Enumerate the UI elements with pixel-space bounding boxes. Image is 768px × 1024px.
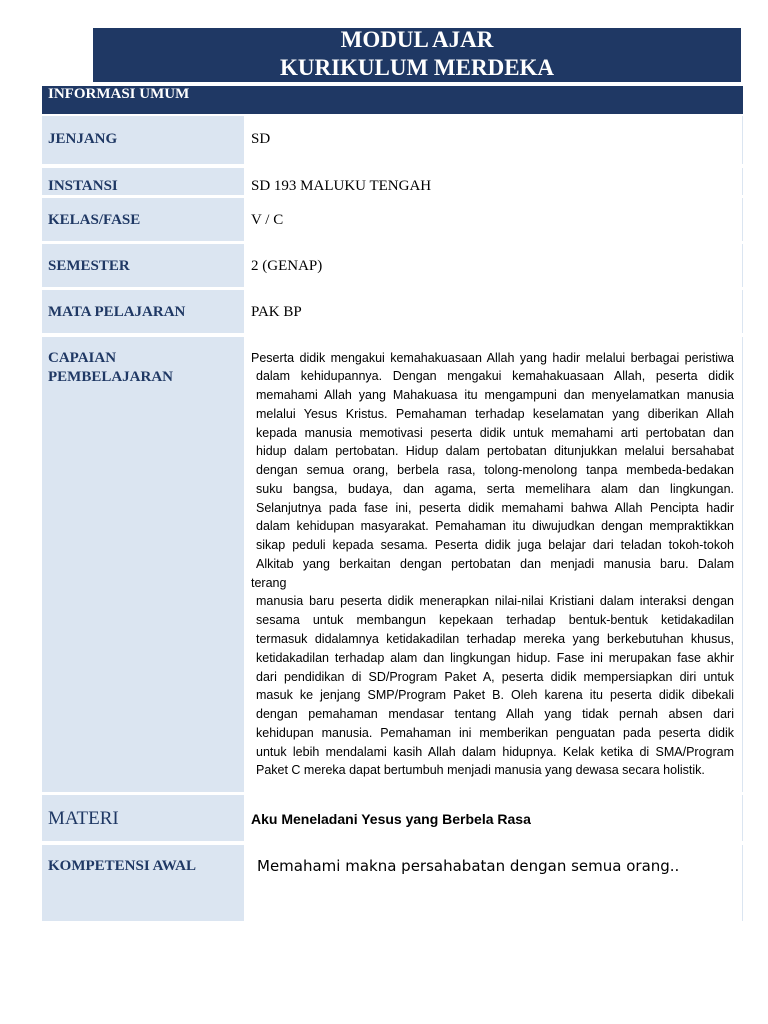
capaian-line: dalam kehidupannya. Dengan mengakui kemahakuasaan Allah, peserta didik bbox=[256, 369, 734, 384]
title-banner bbox=[93, 28, 741, 82]
capaian-line: kehidupan manusia. Pemahaman ini memberikan penguatan pada peserta didik bbox=[256, 725, 734, 740]
capaian-line: dengan pemahaman mendasar tentang Allah yang tidak pernah absen dari bbox=[256, 707, 734, 722]
title-line-2: KURIKULUM MERDEKA bbox=[279, 55, 555, 80]
document-title bbox=[93, 26, 741, 82]
row-label: INSTANSI bbox=[42, 168, 244, 195]
capaian-line: terang bbox=[251, 575, 287, 590]
row-label: MATA PELAJARAN bbox=[42, 290, 244, 333]
capaian-line: melalui Yesus Kristus. Pemahaman terhadap keselamatan yang diberikan Allah bbox=[256, 406, 734, 421]
capaian-line: dari pendidikan di SD/Program Paket A, peserta didik mempersiapkan diri untuk bbox=[256, 669, 734, 684]
capaian-line: Paket C mereka dapat bertumbuh menjadi manusia yang dewasa secara holistik. bbox=[256, 763, 705, 778]
capaian-line: Selanjutnya pada fase ini, peserta didik memahami bahwa Allah Pencipta hadir bbox=[256, 500, 734, 515]
row-instansi bbox=[42, 168, 743, 195]
row-value: Aku Meneladani Yesus yang Berbela Rasa bbox=[244, 795, 743, 841]
row-materi bbox=[42, 795, 743, 841]
section-title: INFORMASI UMUM bbox=[48, 86, 190, 102]
row-value: SD bbox=[244, 116, 743, 164]
row-label: SEMESTER bbox=[42, 244, 244, 287]
row-mata-pelajaran bbox=[42, 290, 743, 333]
capaian-line: sesama untuk membangun kepekaan terhadap bentuk-bentuk ketidakadilan bbox=[256, 613, 734, 628]
capaian-line: kepada manusia memotivasi peserta didik untuk memahami arti pertobatan dan bbox=[256, 425, 734, 440]
row-label: JENJANG bbox=[42, 116, 244, 164]
capaian-label: CAPAIAN PEMBELAJARAN bbox=[48, 350, 174, 385]
row-value: SD 193 MALUKU TENGAH bbox=[244, 168, 743, 195]
title-line-1: MODUL AJAR bbox=[340, 27, 494, 52]
row-label: KELAS/FASE bbox=[42, 198, 244, 241]
capaian-line: untuk lebih mendalami kasih Allah dalam hidupnya. Kelak ketika di SMA/Program bbox=[256, 744, 734, 759]
capaian-line: termasuk didalamnya ketidakadilan terhadap mereka yang berkebutuhan khusus, bbox=[256, 631, 734, 646]
row-label: KOMPETENSI AWAL bbox=[42, 845, 244, 921]
capaian-line: ketidakadilan terhadap alam dan lingkungan hidup. Fase ini merupakan fase akhir bbox=[256, 650, 734, 665]
capaian-text bbox=[244, 337, 743, 792]
row-value: 2 (GENAP) bbox=[244, 244, 743, 287]
capaian-line: manusia baru peserta didik menerapkan nilai-nilai Kristiani dalam interaksi dengan bbox=[256, 594, 734, 609]
capaian-line: Peserta didik mengakui kemahakuasaan Allah yang hadir melalui berbagai peristiwa bbox=[251, 350, 734, 365]
row-value: PAK BP bbox=[244, 290, 743, 333]
capaian-line: hidup dalam pertobatan. Hidup dalam pertobatan ditunjukkan melalui bersahabat bbox=[256, 444, 734, 459]
row-value: V / C bbox=[244, 198, 743, 241]
capaian-line: memahami Allah yang Mahakuasa itu mengampuni dan menyelamatkan manusia bbox=[256, 388, 734, 403]
row-label bbox=[42, 337, 244, 792]
capaian-paragraph bbox=[251, 592, 734, 780]
capaian-line: masuk ke jenjang SMP/Program Paket B. Oleh karena itu peserta didik dibekali bbox=[256, 688, 734, 703]
row-value: Memahami makna persahabatan dengan semua orang.. bbox=[244, 845, 743, 921]
row-kompetensi-awal bbox=[42, 845, 743, 921]
capaian-line: sikap peduli kepada sesama. Peserta didik juga belajar dari teladan tokoh-tokoh bbox=[256, 538, 734, 553]
section-header bbox=[42, 86, 743, 114]
row-label: MATERI bbox=[42, 795, 244, 841]
row-capaian-pembelajaran bbox=[42, 337, 743, 792]
capaian-line: Alkitab yang berkaitan dengan pertobatan dan menjadi manusia baru. Dalam bbox=[256, 556, 734, 571]
capaian-line: dengan semua orang, berbela rasa, tolong-menolong tanpa membeda-bedakan bbox=[256, 463, 734, 478]
capaian-line: suku bangsa, budaya, dan agama, serta memelihara alam dan lingkungan. bbox=[256, 481, 734, 496]
row-kelas-fase bbox=[42, 198, 743, 241]
capaian-line: dalam kehidupan masyarakat. Pemahaman itu diwujudkan dengan mempraktikkan bbox=[256, 519, 734, 534]
row-semester bbox=[42, 244, 743, 287]
capaian-paragraph bbox=[251, 349, 734, 593]
row-jenjang bbox=[42, 116, 743, 164]
